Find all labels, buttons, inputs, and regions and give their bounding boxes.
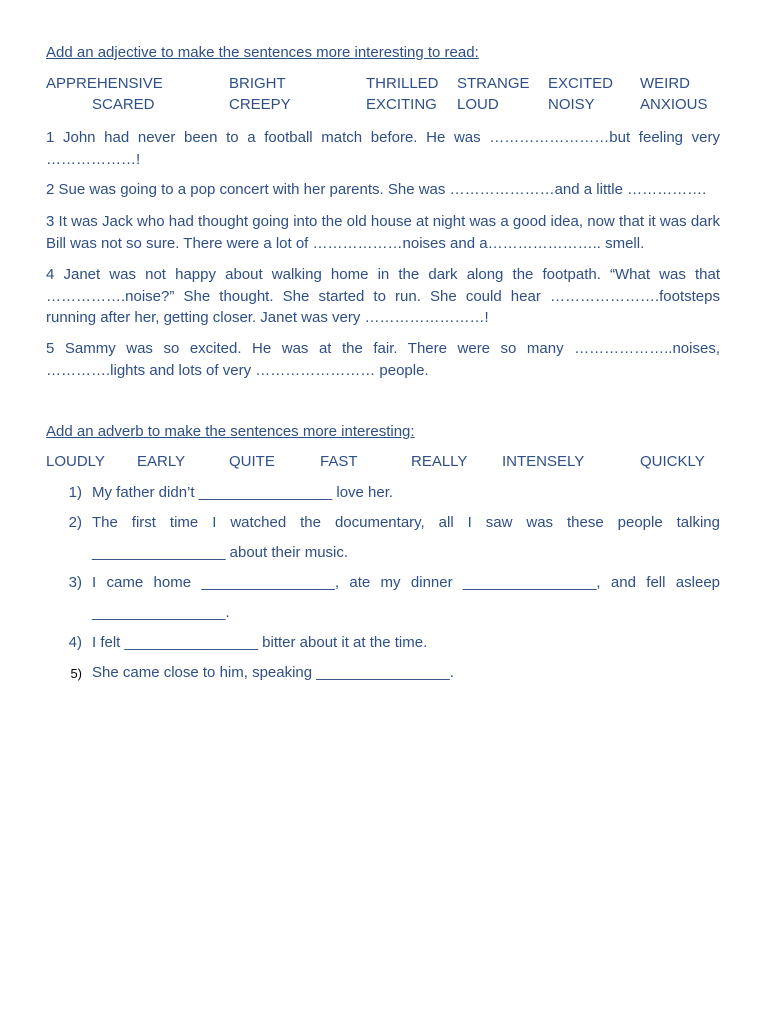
adverb-word: LOUDLY [46, 453, 105, 470]
adjective-word: SCARED [92, 96, 155, 113]
adjective-word: WEIRD [640, 75, 690, 92]
adverb-word: FAST [320, 453, 358, 470]
item-text: My father didn’t ________________ love her. [92, 484, 394, 501]
adverb-word: EARLY [137, 453, 186, 470]
adjective-sentence: 4 Janet was not happy about walking home in the dark along the footpath. “What was that …………….noise?” She thought. She started to run. She could hear ………………….footsteps running after her, getting closer. Janet was very ……………………! [46, 266, 720, 326]
adverb-word: QUITE [229, 453, 275, 470]
adjective-word: STRANGE [457, 75, 530, 92]
item-number: 1) [68, 484, 82, 501]
adverb-word: INTENSELY [502, 453, 585, 470]
adjective-sentence: 1 John had never been to a football match before. He was ……………………but feeling very ………………! [46, 129, 720, 168]
item-number: 3) [68, 574, 82, 591]
item-number: 2) [68, 514, 82, 531]
adjective-word: EXCITED [548, 75, 614, 92]
adjective-section-heading: Add an adjective to make the sentences more interesting to read: [46, 44, 479, 61]
adjective-word: NOISY [548, 96, 595, 113]
item-number: 5) [70, 666, 82, 681]
item-text: The first time I watched the documentary, all I saw was these people talking ________________ about their music. [92, 514, 720, 561]
adjective-word: CREEPY [229, 96, 291, 113]
adjective-word: BRIGHT [229, 75, 286, 92]
adjective-sentence: 2 Sue was going to a pop concert with her parents. She was …………………and a little ……………. [46, 181, 707, 198]
adjective-word: THRILLED [366, 75, 439, 92]
item-number: 4) [68, 634, 82, 651]
adjective-word: LOUD [457, 96, 499, 113]
item-text: I came home ________________, ate my dinner ________________, and fell asleep ________________. [92, 574, 720, 621]
adverb-section-heading: Add an adverb to make the sentences more interesting: [46, 423, 415, 440]
adjective-sentence: 3 It was Jack who had thought going into the old house at night was a good idea, now that it was dark Bill was not so sure. There were a lot of ………………noises and a………………….. smell. [46, 213, 720, 252]
adjective-sentence: 5 Sammy was so excited. He was at the fair. There were so many ………………..noises, ………….lights and lots of very …………………… people. [46, 340, 720, 379]
adverb-word: REALLY [411, 453, 468, 470]
adjective-word: APPREHENSIVE [46, 75, 163, 92]
item-text: She came close to him, speaking ________________. [92, 664, 454, 681]
adjective-word: ANXIOUS [640, 96, 708, 113]
adverb-word: QUICKLY [640, 453, 705, 470]
item-text: I felt ________________ bitter about it at the time. [92, 634, 428, 651]
adjective-word: EXCITING [366, 96, 437, 113]
